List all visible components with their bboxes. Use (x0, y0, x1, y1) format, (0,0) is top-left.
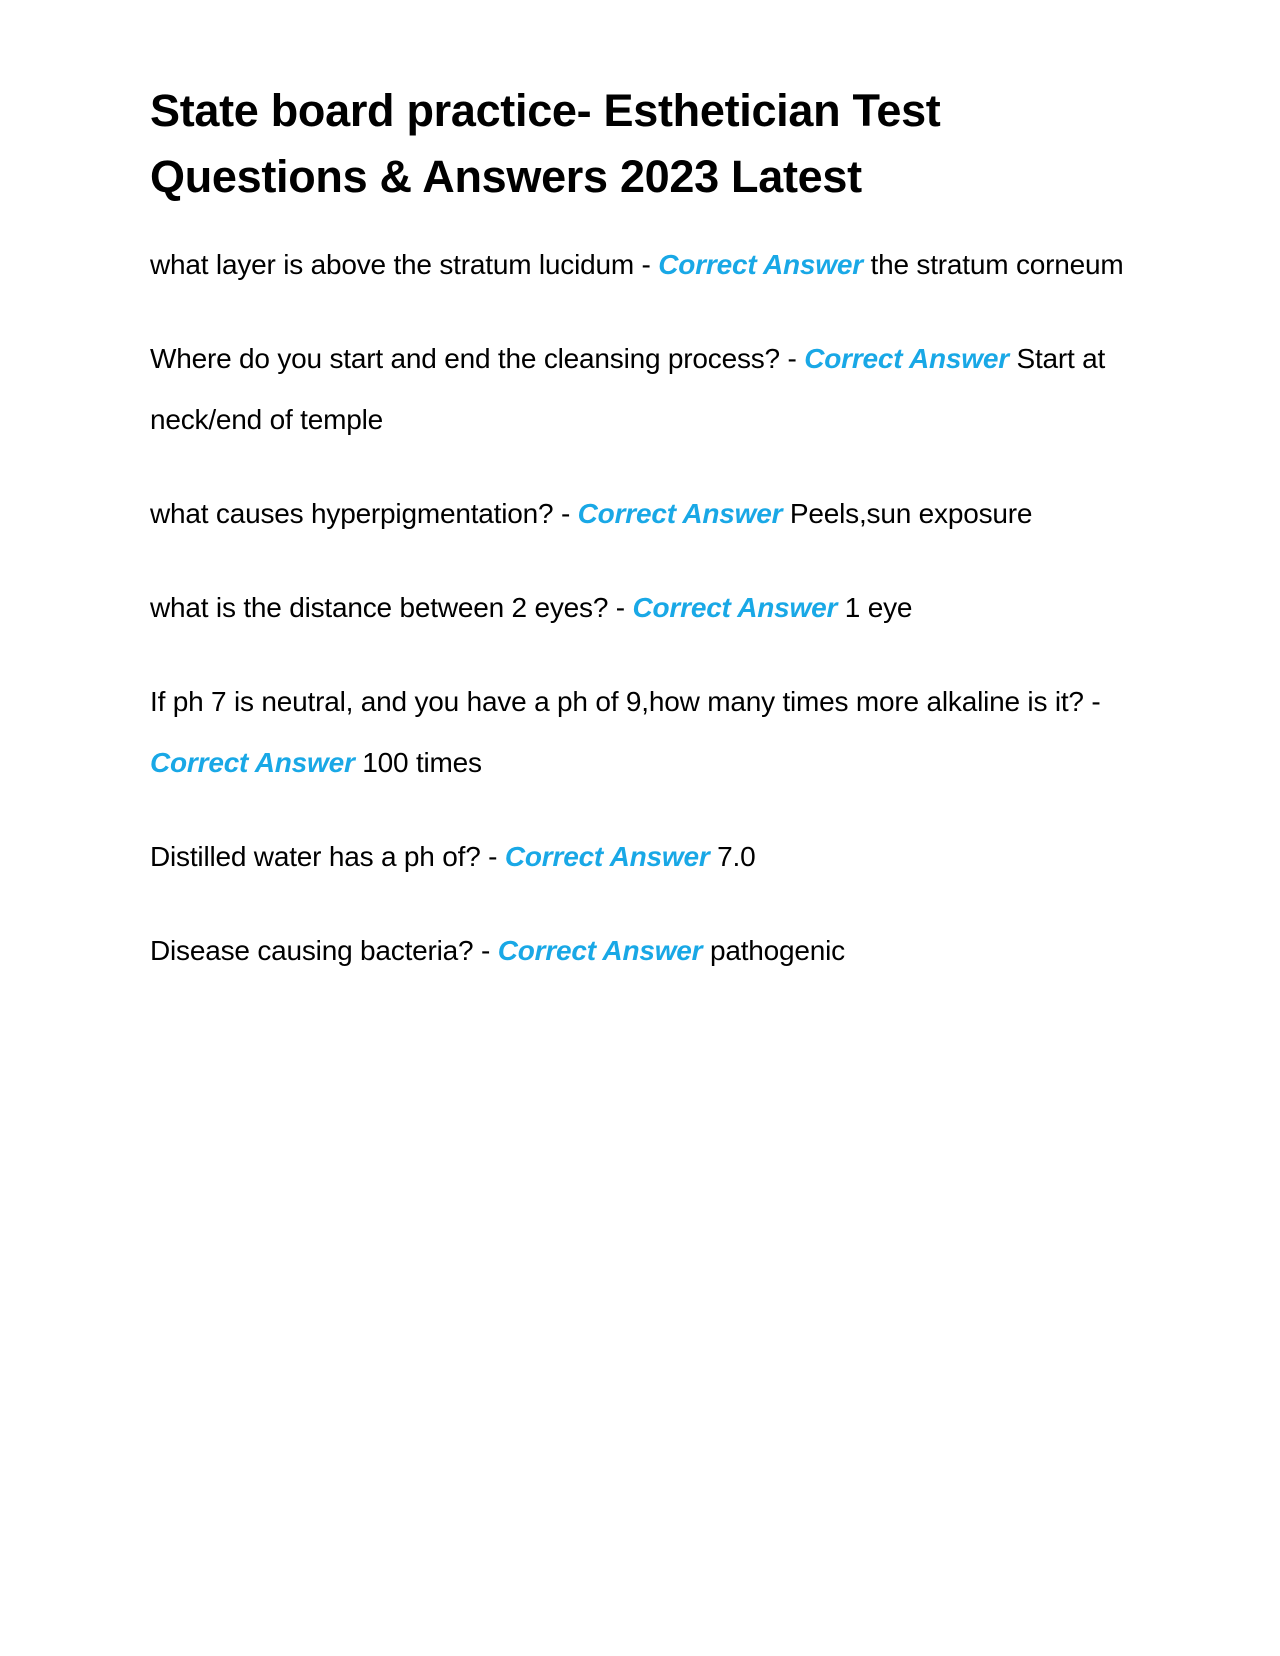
qa-item (150, 920, 1130, 981)
qa-item (150, 328, 1130, 450)
answer-text: pathogenic (702, 935, 845, 966)
answer-text: the stratum corneum (862, 249, 1124, 280)
qa-item (150, 577, 1130, 638)
question-text: Distilled water has a ph of? - (150, 841, 505, 872)
answer-text: 7.0 (709, 841, 756, 872)
document-title: State board practice- Esthetician Test Questions & Answers 2023 Latest (150, 85, 941, 202)
correct-answer-tag: Correct Answer (632, 592, 838, 623)
question-text: Where do you start and end the cleansing process? - (150, 343, 805, 374)
answer-text: 1 eye (837, 592, 913, 623)
document-page (150, 78, 1130, 981)
qa-item (150, 671, 1130, 793)
answer-text: Peels,sun exposure (782, 498, 1033, 529)
question-text: what is the distance between 2 eyes? - (150, 592, 633, 623)
correct-answer-tag: Correct Answer (150, 747, 355, 778)
answer-text: 100 times (354, 747, 482, 778)
question-text: what causes hyperpigmentation? - (150, 498, 578, 529)
qa-item (150, 483, 1130, 544)
question-text: what layer is above the stratum lucidum - (150, 249, 659, 280)
correct-answer-tag: Correct Answer (504, 841, 710, 872)
correct-answer-tag: Correct Answer (497, 935, 703, 966)
correct-answer-tag: Correct Answer (804, 343, 1009, 374)
qa-item (150, 234, 1130, 295)
correct-answer-tag: Correct Answer (658, 249, 863, 280)
correct-answer-tag: Correct Answer (577, 498, 783, 529)
qa-list (150, 234, 1130, 981)
qa-item (150, 826, 1130, 887)
question-text: Disease causing bacteria? - (150, 935, 498, 966)
answer-text: Start at neck/end of temple (150, 343, 1106, 435)
question-text: If ph 7 is neutral, and you have a ph of 9,how many times more alkaline is it? - (150, 686, 1101, 717)
